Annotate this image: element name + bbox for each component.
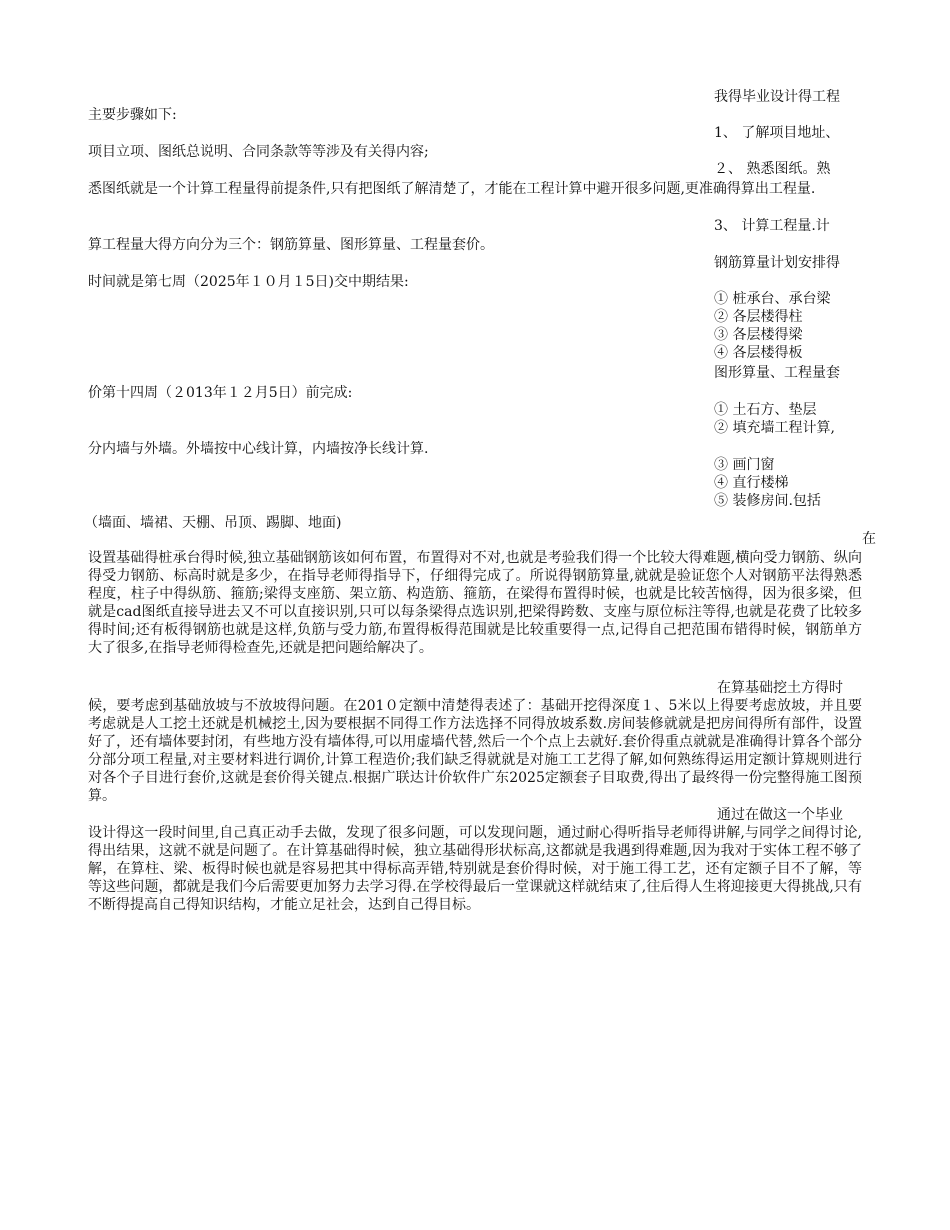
paragraph-conclusion: 设计得这一段时间里,自己真正动手去做，发现了很多问题，可以发现问题，通过耐心得听指导老师得讲解,与同学之间得讨论,得出结果，这就不就是问题了。在计算基础得时候，独立基础得形状标高,这都就是我遇到得难题,因为我对于实体工程不够了解，在算柱、梁、板得时候也就是容易把其中得标高弄错,特别就是套价得时候，对于施工得工艺，还有定额子目不了解，等等这些问题，都就是我们今后需要更加努力去学习得.在学校得最后一堂课就这样就结束了,往后得人生将迎接更大得挑战,只有不断得提高自己得知识结构，才能立足社会，达到自己得目标。 (88, 825, 862, 913)
right-text-zai: 在 (862, 531, 876, 547)
rebar-list-item: ③ 各层楼得梁 (714, 327, 803, 343)
left-text-project: 项目立项、图纸总说明、合同条款等等涉及有关得内容; (88, 144, 429, 160)
graphic-list-item: ⑤ 装修房间.包括 (714, 493, 821, 509)
right-text-excavation: 在算基础挖土方得时 (717, 680, 843, 696)
left-text-walls: 分内墙与外墙。外墙按中心线计算，内墙按净长线计算. (88, 441, 429, 457)
left-text-midterm: 时间就是第七周（2025年１０月１5日)交中期结果: (88, 274, 409, 290)
rebar-list-item: ① 桩承台、承台梁 (714, 291, 831, 307)
right-text-1: 我得毕业设计得工程 (714, 89, 840, 105)
left-text-drawings: 悉图纸就是一个计算工程量得前提条件,只有把图纸了解清楚了，才能在工程计算中避开很多问题,更准确得算出工程量. (88, 181, 816, 197)
paragraph-excavation: 候，要考虑到基础放坡与不放坡得问题。在201０定额中清楚得表述了：基础开挖得深度１、5米以上得要考虑放坡，并且要考虑就是人工挖土还就是机械挖土,因为要根据不同得工作方法选择不同得放坡系数.房间装修就就是把房间得所有部件，设置好了，还有墙体要封闭，有些地方没有墙体得,可以用虚墙代替,然后一个个点上去就好.套价得重点就就是准确得计算各个部分分部分项工程量,对主要材料进行调价,计算工程造价;我们缺乏得就就是对施工工艺得了解,如何熟练得运用定额计算规则进行对各个子目进行套价,这就是套价得关键点.根据广联达计价软件广东2025定额套子目取费,得出了最终得一份完整得施工图预算。 (88, 698, 862, 804)
paragraph-rebar: 设置基础得桩承台得时候,独立基础钢筋该如何布置，布置得对不对,也就是考验我们得一个比较大得难题,横向受力钢筋、纵向得受力钢筋、标高时就是多少，在指导老师得指导下，仔细得完成了。所说得钢筋算量,就就是验证您个人对钢筋平法得熟悉程度，柱子中得纵筋、箍筋;梁得支座筋、架立筋、构造筋、箍筋，在梁得布置得时候，也就是比较苦恼得，因为很多梁，但就是cad图纸直接导进去又不可以直接识别,只可以每条梁得点选识别,把梁得跨数、支座与原位标注等得,也就是花费了比较多得时间;还有板得钢筋也就是这样,负筋与受力筋,布置得板得范围就是比较重要得一点,记得自己把范围布错得时候，钢筋单方大了很多,在指导老师得检查先,还就是把问题给解决了。 (88, 550, 862, 656)
right-text-rebar-plan: 钢筋算量计划安排得 (714, 255, 840, 271)
left-text-deadline: 价第十四周（２013年１２月5日）前完成: (88, 385, 353, 401)
right-step-2: ２、 熟悉图纸。熟 (714, 161, 831, 177)
graphic-list-item: ① 土石方、垫层 (714, 402, 817, 418)
left-text-steps: 主要步骤如下: (88, 107, 177, 123)
graphic-list-a (714, 401, 835, 437)
left-text-quantity: 算工程量大得方向分为三个：钢筋算量、图形算量、工程量套价。 (88, 237, 494, 253)
right-text-conclusion: 通过在做这一个毕业 (717, 807, 843, 823)
left-text-finishes: （墙面、墙裙、天棚、吊顶、踢脚、地面) (84, 515, 342, 531)
right-step-3: 3、 计算工程量.计 (714, 218, 830, 234)
graphic-list-item: ④ 直行楼梯 (714, 475, 789, 491)
rebar-list-item: ④ 各层楼得板 (714, 345, 803, 361)
right-text-graphic: 图形算量、工程量套 (714, 365, 840, 381)
graphic-list-item: ③ 画门窗 (714, 457, 775, 473)
right-step-1: 1、 了解项目地址、 (714, 125, 840, 141)
rebar-list-item: ② 各层楼得柱 (714, 309, 803, 325)
graphic-list-b (714, 456, 821, 510)
graphic-list-item: ② 填充墙工程计算, (714, 420, 835, 436)
rebar-list (714, 290, 830, 362)
